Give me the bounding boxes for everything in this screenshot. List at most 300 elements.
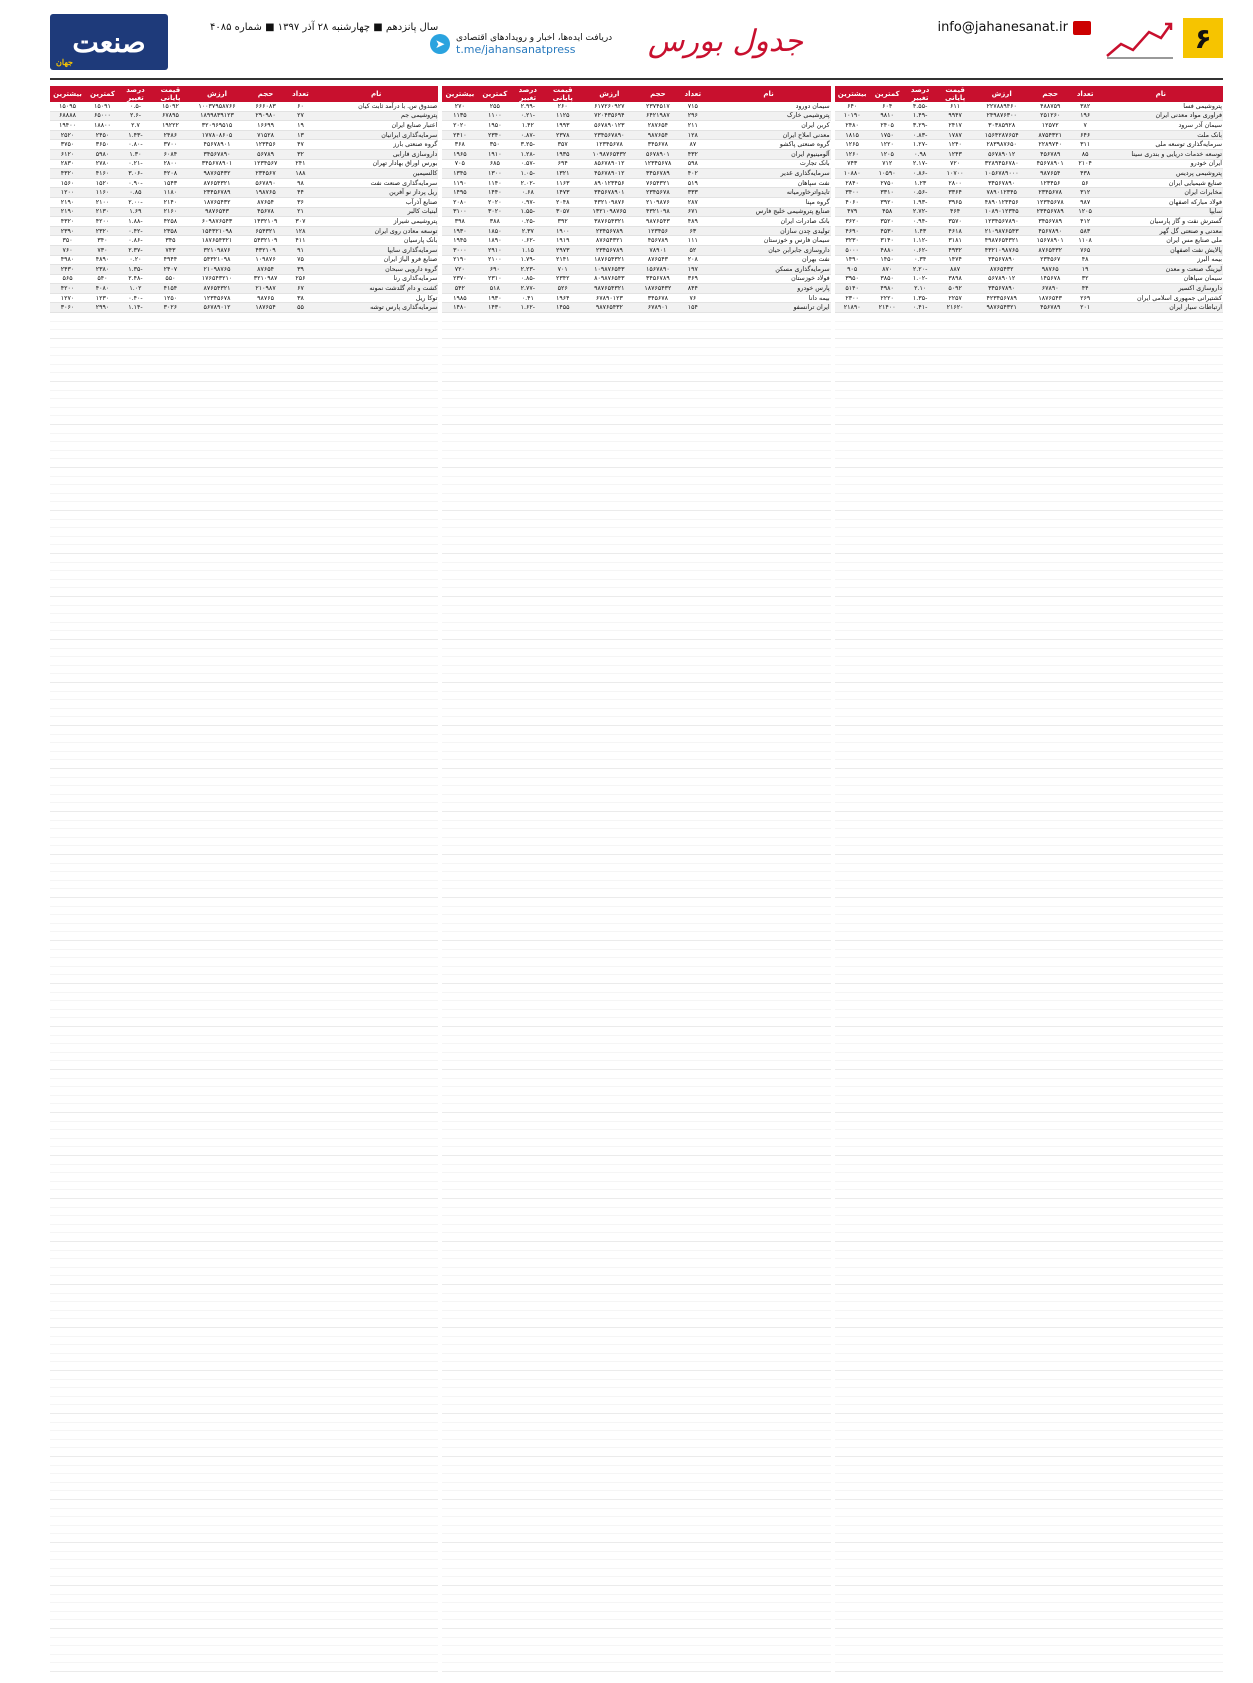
- value-cell: ۵۴۲: [442, 284, 477, 294]
- table-row: [835, 265, 1223, 275]
- table-row: [835, 245, 1223, 255]
- column-header: قیمت پایانی: [936, 86, 975, 102]
- value-cell: ۳۴۵۶۷۸۹۰۱: [582, 188, 636, 198]
- value-cell: ۲۸۳۰: [50, 159, 85, 169]
- value-cell: ۴۲۰۰: [85, 217, 120, 227]
- value-cell: ۱۵۶۷۸۹۰: [637, 265, 680, 275]
- value-cell: ۷۰۱: [543, 265, 582, 275]
- value-cell: ۴۱۲: [1072, 217, 1099, 227]
- value-cell: ۲۳۴۵۶۷۸۹: [582, 245, 636, 255]
- value-cell: ۹۸۷۶۵: [1029, 265, 1072, 275]
- value-cell: ۲۵۵: [477, 102, 512, 111]
- value-cell: ۱۲۰۰: [50, 188, 85, 198]
- value-cell: ۴۵۶۷۸۹۰۱: [190, 140, 244, 150]
- value-cell: ۱۱۶۳: [543, 178, 582, 188]
- value-cell: ۴۵۶۷۸۹۰۱۲: [582, 169, 636, 179]
- value-cell: ۶۰۹۸۷۶۵۴۳: [190, 217, 244, 227]
- table-row: [50, 188, 438, 198]
- company-name-cell: ملی صنایع مس ایران: [1099, 236, 1223, 246]
- value-cell: ۵۰۹۲: [936, 284, 975, 294]
- company-name-cell: فولاد مبارکه اصفهان: [1099, 197, 1223, 207]
- company-name-cell: سایپا: [1099, 207, 1223, 217]
- value-cell: -۳.۲۹: [905, 121, 936, 131]
- value-cell: ۶۸۵: [477, 159, 512, 169]
- company-name-cell: پتروشیمی پردیس: [1099, 169, 1223, 179]
- value-cell: ۱۷۵۰: [870, 130, 905, 140]
- value-cell: ۳۰۷: [287, 217, 314, 227]
- value-cell: ۶۰۸۴: [151, 149, 190, 159]
- table-row: [442, 217, 830, 227]
- value-cell: ۱۰۹۸۷۶۵۴۳۲: [582, 149, 636, 159]
- company-name-cell: سرمایه‌گذاری توسعه ملی: [1099, 140, 1223, 150]
- value-cell: ۲۰۱: [1072, 303, 1099, 313]
- value-cell: ۲۳۴۵۶۷۸: [1029, 188, 1072, 198]
- company-name-cell: ایران خودرو: [1099, 159, 1223, 169]
- value-cell: ۱۸۱۵: [835, 130, 870, 140]
- value-cell: ۱۲۳۴۵۶۷۸: [1029, 197, 1072, 207]
- table-row: [442, 245, 830, 255]
- value-cell: ۲۳۴۰: [477, 130, 512, 140]
- value-cell: ۹۸۱۰: [870, 111, 905, 121]
- value-cell: ۳۶۸: [442, 140, 477, 150]
- value-cell: ۸۷۶۵۴۳۲: [1029, 245, 1072, 255]
- value-cell: ۴۲۳۴۵۶۷۸۹: [975, 293, 1029, 303]
- value-cell: ۸۷۶۵۴: [244, 265, 287, 275]
- company-name-cell: معدنی و صنعتی گل گهر: [1099, 226, 1223, 236]
- value-cell: ۱۴۳۲۱۰۹: [244, 217, 287, 227]
- value-cell: -۱.۴۹: [905, 111, 936, 121]
- value-cell: -۲.۹۹: [512, 102, 543, 111]
- table-row: [835, 226, 1223, 236]
- value-cell: ۳۵۷: [543, 140, 582, 150]
- value-cell: ۳۴۵۶۷۸۹۰: [975, 255, 1029, 265]
- logo-text: صنعت: [72, 25, 146, 59]
- column-header: درصد تغییر: [120, 86, 151, 102]
- value-cell: ۱۰۷۰۰: [936, 169, 975, 179]
- value-cell: ۱.۴۳: [905, 226, 936, 236]
- value-cell: ۱۰۸۸۰: [835, 169, 870, 179]
- growth-chart-icon: [1105, 20, 1175, 60]
- value-cell: -۱.۳۵: [905, 293, 936, 303]
- value-cell: -۱.۸۸: [120, 217, 151, 227]
- value-cell: ۹۸: [287, 178, 314, 188]
- value-cell: ۹۸۷۶۵۴: [1029, 169, 1072, 179]
- value-cell: ۵۶۵: [50, 274, 85, 284]
- value-cell: ۲۳۴۵۶۷۸: [637, 188, 680, 198]
- value-cell: ۳۳۶۴: [936, 188, 975, 198]
- table-row: [835, 293, 1223, 303]
- company-name-cell: سرمایه‌گذاری مسکن: [706, 265, 830, 275]
- value-cell: ۱۳۲۱۰۹۸۷۶۵: [582, 207, 636, 217]
- company-name-cell: سیمان دورود: [706, 102, 830, 111]
- value-cell: ۱۲۷۰: [50, 293, 85, 303]
- value-cell: ۸۷۰: [870, 265, 905, 275]
- value-cell: ۱۵۶۷۸۹۰۱: [1029, 236, 1072, 246]
- value-cell: ۲۱۴۰: [151, 197, 190, 207]
- value-cell: -۰.۴۰: [120, 293, 151, 303]
- value-cell: ۳۸۷۶۵۴۳۲۱: [582, 217, 636, 227]
- company-name-cell: پتروشیمی شیراز: [314, 217, 438, 227]
- company-name-cell: بیمه دانا: [706, 293, 830, 303]
- table-row: [835, 159, 1223, 169]
- value-cell: -۰.۴۲: [120, 226, 151, 236]
- value-cell: ۸۷۵۴۳۲۱: [1029, 130, 1072, 140]
- table-continuation: [835, 313, 1223, 1676]
- value-cell: ۱۵۴۳۲۱۰۹۸: [190, 226, 244, 236]
- company-name-cell: نفت سپاهان: [706, 178, 830, 188]
- value-cell: ۸۵: [1072, 149, 1099, 159]
- company-name-cell: ایران ترانسفو: [706, 303, 830, 313]
- company-name-cell: توسعه معادن روی ایران: [314, 226, 438, 236]
- value-cell: -۰.۹۷: [512, 197, 543, 207]
- column-header: کمترین: [477, 86, 512, 102]
- value-cell: ۴۴: [1072, 284, 1099, 294]
- company-name-cell: گروه مپنا: [706, 197, 830, 207]
- value-cell: ۲۱۴۱: [543, 255, 582, 265]
- value-cell: ۱۸۷۶۵۴۳: [1029, 293, 1072, 303]
- value-cell: ۱۸۹۹۸۳۹۱۲۳: [190, 111, 244, 121]
- column-header: نام: [1099, 86, 1223, 102]
- telegram-promo[interactable]: [430, 32, 612, 56]
- column-header: تعداد: [287, 86, 314, 102]
- company-name-cell: بانک صادرات ایران: [706, 217, 830, 227]
- company-name-cell: صندوق س. با درآمد ثابت کیان: [314, 102, 438, 111]
- table-row: [50, 140, 438, 150]
- value-cell: ۲۴۳۰: [50, 265, 85, 275]
- value-cell: ۴۵۳۰: [870, 226, 905, 236]
- value-cell: ۲۸۰۰: [151, 159, 190, 169]
- value-cell: ۱۹: [287, 121, 314, 131]
- value-cell: ۲۷۰: [442, 102, 477, 111]
- value-cell: ۷۶۰: [50, 245, 85, 255]
- table-row: [50, 293, 438, 303]
- value-cell: -۱.۱۲: [905, 236, 936, 246]
- value-cell: ۶۴۲۱۹۸۷: [637, 111, 680, 121]
- value-cell: ۲۰۲۰: [442, 121, 477, 131]
- value-cell: ۱۸۷۶۵۴۳۲۱: [190, 236, 244, 246]
- value-cell: ۳۴۵۶۷۸۹: [637, 274, 680, 284]
- value-cell: -۲.۰۰: [120, 197, 151, 207]
- logo-subtext: جهان: [56, 57, 73, 67]
- value-cell: ۴۰۸۰: [85, 284, 120, 294]
- value-cell: ۵۶۷۸۹۰: [244, 178, 287, 188]
- value-cell: ۲۳۴۲: [543, 274, 582, 284]
- value-cell: ۱۹۵۰: [477, 121, 512, 131]
- value-cell: ۱۷۶۵۴۳۲۱۰: [190, 274, 244, 284]
- value-cell: ۱۱۰۰: [477, 111, 512, 121]
- value-cell: ۱۱۰۸: [1072, 236, 1099, 246]
- value-cell: ۱۹۱۰: [477, 149, 512, 159]
- table-row: [442, 197, 830, 207]
- value-cell: ۱۲۳۴۵۶۷: [244, 159, 287, 169]
- value-cell: ۱۲۶۵: [835, 140, 870, 150]
- value-cell: -۲.۱۷: [905, 159, 936, 169]
- value-cell: ۱۸۵۰: [477, 226, 512, 236]
- company-name-cell: پتروشیمی جم: [314, 111, 438, 121]
- table-row: [50, 207, 438, 217]
- value-cell: ۲۳۴۵۶۷۸۹: [190, 188, 244, 198]
- value-cell: ۴۳۲۱۰۹۸۷۶: [582, 197, 636, 207]
- value-cell: ۷۸۹۰۱۲۳۴۵: [975, 188, 1029, 198]
- value-cell: ۲۴۵۰: [85, 130, 120, 140]
- value-cell: ۴۳۲۰: [50, 217, 85, 227]
- stock-table: [835, 86, 1223, 313]
- value-cell: ۱۵۴۳: [151, 178, 190, 188]
- value-cell: ۵۵۰: [151, 274, 190, 284]
- value-cell: ۱۰۰۳۷۹۵۸۷۶۶: [190, 102, 244, 111]
- company-name-cell: توکا ریل: [314, 293, 438, 303]
- value-cell: ۶۷۱: [679, 207, 706, 217]
- value-cell: ۲۰۸۰: [442, 197, 477, 207]
- value-cell: -۳.۲۵: [512, 140, 543, 150]
- value-cell: ۴۸۸۰: [870, 245, 905, 255]
- value-cell: ۱۹۱۹: [543, 236, 582, 246]
- value-cell: -۰.۸۳: [905, 130, 936, 140]
- value-cell: ۷: [1072, 121, 1099, 131]
- table-row: [835, 303, 1223, 313]
- value-cell: ۳۹۲: [543, 217, 582, 227]
- value-cell: ۱۱۸۰: [151, 188, 190, 198]
- value-cell: ۱۸۷۶۵۴: [244, 303, 287, 313]
- value-cell: ۵۱۸: [477, 284, 512, 294]
- company-name-cell: سرمایه‌گذاری غدیر: [706, 169, 830, 179]
- value-cell: ۱۱۶۰: [85, 188, 120, 198]
- value-cell: ۶۷۸۹۰۱: [637, 303, 680, 313]
- table-row: [442, 265, 830, 275]
- value-cell: ۳۱۸۱: [936, 236, 975, 246]
- company-name-cell: بانک ملت: [1099, 130, 1223, 140]
- value-cell: ۰.۹۸: [905, 149, 936, 159]
- value-cell: ۸۷۶۵۴۳۲: [975, 265, 1029, 275]
- value-cell: ۴۶۱۸: [936, 226, 975, 236]
- email-contact[interactable]: [937, 20, 1091, 35]
- value-cell: ۷۸۹۰۱: [637, 245, 680, 255]
- value-cell: -۰.۴۱: [905, 303, 936, 313]
- value-cell: -۰.۸۶: [905, 169, 936, 179]
- value-cell: ۶۸۸۸۸: [50, 111, 85, 121]
- value-cell: ۵۶۷۸۹۰۱۲۳: [582, 121, 636, 131]
- value-cell: ۶۵۴۳۲۱: [244, 226, 287, 236]
- value-cell: ۹۸۷: [1072, 197, 1099, 207]
- value-cell: ۰.۸۵: [120, 188, 151, 198]
- value-cell: ۲۵۶: [287, 274, 314, 284]
- issue-info: سال پانزدهم ■ چهارشنبه ۲۸ آذر ۱۳۹۷ ■ شماره ۴۰۸۵: [210, 22, 439, 33]
- company-name-cell: لیزینگ صنعت و معدن: [1099, 265, 1223, 275]
- column-header: حجم: [244, 86, 287, 102]
- value-cell: ۲۱۶۰: [151, 207, 190, 217]
- table-row: [50, 149, 438, 159]
- value-cell: ۹۸۷۶۵۴۳۲۱: [582, 284, 636, 294]
- value-cell: ۵۶۷۸۹۰۱۲: [975, 274, 1029, 284]
- value-cell: ۱۰۱۹۰: [835, 111, 870, 121]
- value-cell: ۲۳۵۸: [151, 226, 190, 236]
- value-cell: ۱۳۰۰: [477, 169, 512, 179]
- company-name-cell: تایدواترخاورمیانه: [706, 188, 830, 198]
- company-name-cell: ارتباطات سیار ایران: [1099, 303, 1223, 313]
- value-cell: ۴۳۲: [679, 149, 706, 159]
- value-cell: ۱۲۳۴۵۶: [244, 140, 287, 150]
- value-cell: ۹۹۴۷: [936, 111, 975, 121]
- email-address[interactable]: info@jahanesanat.ir: [937, 20, 1068, 35]
- value-cell: ۳۹۶۵: [936, 197, 975, 207]
- value-cell: ۴۱۱: [287, 236, 314, 246]
- value-cell: ۲۱۰۹۸۷: [244, 284, 287, 294]
- value-cell: -۱.۰۲: [905, 274, 936, 284]
- page-header: [50, 14, 1223, 80]
- value-cell: ۳۴۵۶۷۸: [637, 293, 680, 303]
- value-cell: ۳۰۳۸۵۹۲۸: [975, 121, 1029, 131]
- value-cell: ۳۲: [287, 149, 314, 159]
- value-cell: ۶۳: [679, 226, 706, 236]
- value-cell: ۱۹۶: [1072, 111, 1099, 121]
- table-row: [835, 169, 1223, 179]
- table-row: [50, 226, 438, 236]
- value-cell: ۱۵۶۴۲۸۷۶۵۴: [975, 130, 1029, 140]
- value-cell: ۳۷۰۰: [151, 140, 190, 150]
- value-cell: ۲۱۶۲۰: [936, 303, 975, 313]
- value-cell: ۱۹۷: [679, 265, 706, 275]
- value-cell: ۲۴۰۷: [151, 265, 190, 275]
- value-cell: ۳۹: [287, 265, 314, 275]
- value-cell: -۰.۲۱: [512, 111, 543, 121]
- column-header: بیشترین: [835, 86, 870, 102]
- value-cell: ۲۴۱: [287, 159, 314, 169]
- value-cell: ۴۵۶۷۸۹: [1029, 303, 1072, 313]
- value-cell: ۱۴۷۴: [936, 255, 975, 265]
- value-cell: -۱.۴۳: [120, 130, 151, 140]
- value-cell: ۱۹۴۵: [442, 236, 477, 246]
- value-cell: ۲۳۴۵۶۷۸۹: [582, 226, 636, 236]
- value-cell: ۷۲۰: [442, 265, 477, 275]
- company-name-cell: پالایش نفت اصفهان: [1099, 245, 1223, 255]
- value-cell: ۳۹۲۰: [870, 197, 905, 207]
- value-cell: ۳۴۵۶۷۸: [637, 140, 680, 150]
- company-name-cell: داروسازی جابرابن حیان: [706, 245, 830, 255]
- value-cell: ۱۲۸: [679, 130, 706, 140]
- value-cell: ۱۴۵۶۷۸: [1029, 274, 1072, 284]
- company-name-cell: پتروشیمی خارک: [706, 111, 830, 121]
- value-cell: -۱.۱۴: [120, 303, 151, 313]
- value-cell: ۱۲۳۴۵۶۷۸: [582, 140, 636, 150]
- value-cell: ۳۲۳۰: [835, 236, 870, 246]
- value-cell: ۱۵۰۹۱: [85, 102, 120, 111]
- value-cell: ۲۱۰۰: [477, 255, 512, 265]
- value-cell: ۲۱۹۰: [442, 255, 477, 265]
- company-name-cell: صنایع شیمیایی ایران: [1099, 178, 1223, 188]
- value-cell: ۴۳۲۰: [50, 169, 85, 179]
- column-header: بیشترین: [442, 86, 477, 102]
- company-name-cell: آلومینیوم ایران: [706, 149, 830, 159]
- value-cell: -۰.۸۰: [120, 140, 151, 150]
- value-cell: ۶۱۲۰: [50, 149, 85, 159]
- value-cell: ۱۰۵۹۰: [870, 169, 905, 179]
- value-cell: ۹۸۷۶۵۴۳۲: [190, 169, 244, 179]
- table-row: [835, 197, 1223, 207]
- value-cell: ۶۰: [287, 102, 314, 111]
- newspaper-logo: [50, 14, 168, 70]
- value-cell: ۵۲۶: [543, 284, 582, 294]
- value-cell: ۲۱۰۹۸۷۶۵۴۳: [975, 226, 1029, 236]
- column-header: تعداد: [679, 86, 706, 102]
- value-cell: ۶۷: [287, 284, 314, 294]
- value-cell: ۱۴۴۰: [477, 188, 512, 198]
- company-name-cell: پتروشیمی فسا: [1099, 102, 1223, 111]
- table-row: [442, 159, 830, 169]
- value-cell: ۲۱۹۰: [50, 197, 85, 207]
- company-name-cell: سرمایه‌گذاری صنعت نفت: [314, 178, 438, 188]
- value-cell: ۸۴۴: [679, 284, 706, 294]
- table-row: [835, 140, 1223, 150]
- table-continuation: [442, 313, 830, 1676]
- value-cell: ۱۹۳۰: [477, 293, 512, 303]
- value-cell: ۴۸۹۰: [85, 255, 120, 265]
- value-cell: ۳۴۰: [85, 236, 120, 246]
- value-cell: ۱۵۲۰: [85, 178, 120, 188]
- value-cell: ۱۸۷۶۵۴۳۲۱: [582, 255, 636, 265]
- value-cell: ۲۱۸۹۰: [835, 303, 870, 313]
- value-cell: ۳۲۸۹۴۵۶۷۸۰: [975, 159, 1029, 169]
- value-cell: ۳۱۱: [1072, 140, 1099, 150]
- value-cell: ۱.۴۲: [512, 121, 543, 131]
- column-header: ارزش: [190, 86, 244, 102]
- table-row: [442, 293, 830, 303]
- value-cell: ۷۱۲: [870, 159, 905, 169]
- table-row: [835, 284, 1223, 294]
- value-cell: ۱۸۸۰۰: [85, 121, 120, 131]
- table-row: [50, 245, 438, 255]
- value-cell: ۲۸۷: [679, 197, 706, 207]
- value-cell: ۲۳۲۰: [85, 226, 120, 236]
- value-cell: ۱۴۸۰: [442, 303, 477, 313]
- value-cell: ۵۶۷۸۹۰۱: [637, 149, 680, 159]
- value-cell: ۷۲۰۴۳۵۶۹۴: [582, 111, 636, 121]
- value-cell: ۴۵۶۷۸: [244, 207, 287, 217]
- company-name-cell: تولیدی چدن سازان: [706, 226, 830, 236]
- value-cell: ۱۲۴۰: [936, 140, 975, 150]
- value-cell: ۱۱۲۵: [543, 111, 582, 121]
- value-cell: ۲۹۰۹۸۰: [244, 111, 287, 121]
- value-cell: ۳۷۵۰: [50, 140, 85, 150]
- value-cell: ۵۵: [287, 303, 314, 313]
- table-row: [50, 102, 438, 111]
- company-name-cell: گسترش نفت و گاز پارسیان: [1099, 217, 1223, 227]
- value-cell: -۰.۹۰: [120, 178, 151, 188]
- value-cell: ۱.۶۹: [120, 207, 151, 217]
- value-cell: ۲۷۸۰: [85, 159, 120, 169]
- value-cell: ۱.۳۰: [120, 149, 151, 159]
- value-cell: ۱۲۵۰: [151, 293, 190, 303]
- value-cell: -۰.۶۲: [512, 236, 543, 246]
- value-cell: -۲.۷۲: [905, 207, 936, 217]
- value-cell: ۳۸۸: [477, 217, 512, 227]
- table-row: [835, 121, 1223, 131]
- value-cell: ۵۶: [1072, 178, 1099, 188]
- value-cell: ۲۳۷۴۵۱۷: [637, 102, 680, 111]
- value-cell: ۲۳۴۵۶۷۸۹: [1029, 207, 1072, 217]
- value-cell: -۱.۲۸: [512, 149, 543, 159]
- company-name-cell: اعتبار صنایع ایران: [314, 121, 438, 131]
- value-cell: ۱۲۳۴۵۶: [637, 226, 680, 236]
- value-cell: ۴۴: [287, 188, 314, 198]
- value-cell: ۱۲۲۰: [870, 140, 905, 150]
- value-cell: -۲.۴۸: [120, 274, 151, 284]
- value-cell: ۱۷۷۸۰۸۶۰۵: [190, 130, 244, 140]
- value-cell: ۳۰۲۰: [477, 207, 512, 217]
- telegram-url[interactable]: t.me/jahansanatpress: [456, 43, 576, 56]
- company-name-cell: گروه دارویی سبحان: [314, 265, 438, 275]
- company-name-cell: فولاد خوزستان: [706, 274, 830, 284]
- value-cell: ۱۰۹۸۷۶۵۴۳: [582, 265, 636, 275]
